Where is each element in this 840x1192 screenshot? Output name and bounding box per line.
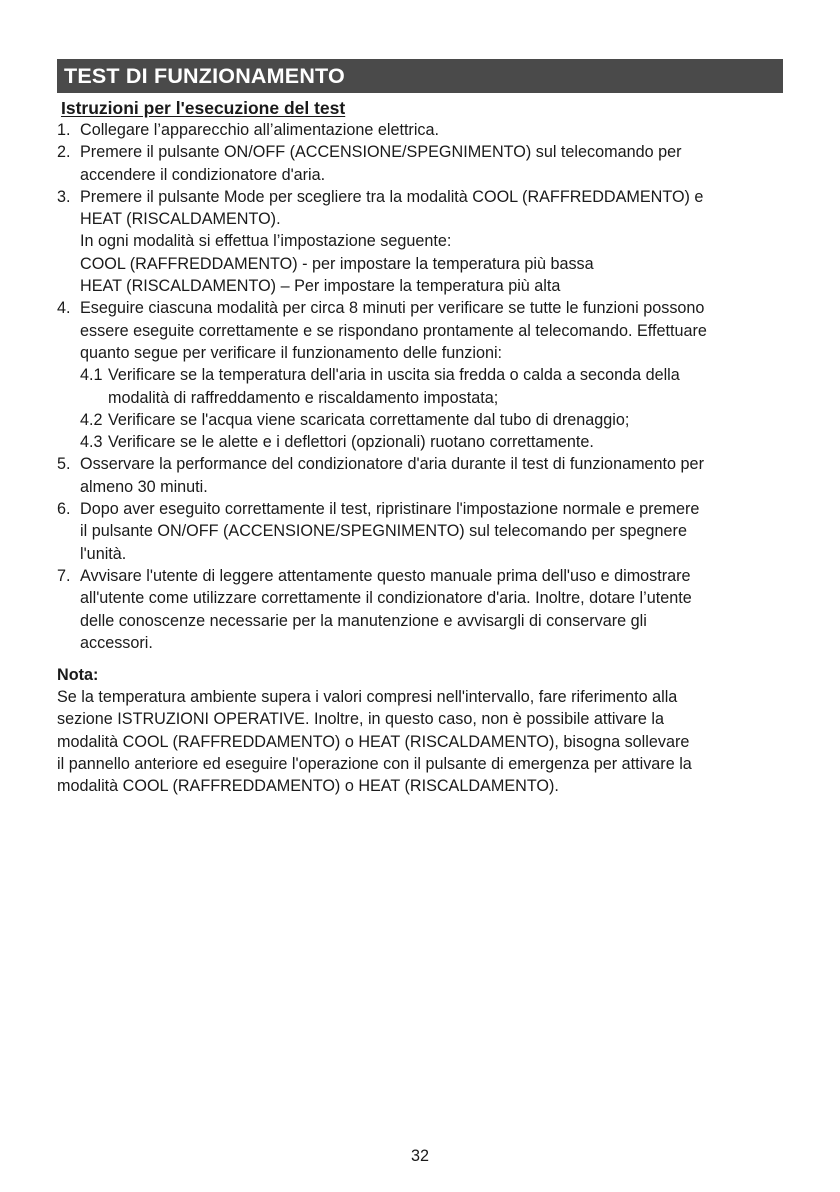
step-text: Premere il pulsante Mode per scegliere tra la modalità COOL (RAFFREDDAMENTO) e xyxy=(80,187,704,206)
step-text: all'utente come utilizzare correttamente il condizionatore d'aria. Inoltre, dotare l’utente xyxy=(80,589,692,608)
substep-number: 4.1 xyxy=(80,366,103,385)
note-line: sezione ISTRUZIONI OPERATIVE. Inoltre, in questo caso, non è possibile attivare la xyxy=(57,710,664,729)
step-6 xyxy=(0,498,840,565)
step-text: essere eseguite correttamente e se rispondano prontamente al telecomando. Effettuare xyxy=(80,321,707,340)
step-text: Collegare l’apparecchio all’alimentazione elettrica. xyxy=(80,121,440,139)
instructions-heading: Istruzioni per l'esecuzione del test xyxy=(61,98,346,118)
step-text: almeno 30 minuti. xyxy=(80,477,208,496)
substep-4-3 xyxy=(0,431,840,453)
step-number: 2. xyxy=(57,143,71,162)
step-2 xyxy=(0,141,840,186)
note-heading: Nota: xyxy=(57,666,99,684)
step-text: In ogni modalità si effettua l’impostazione seguente: xyxy=(80,232,452,251)
step-text: accendere il condizionatore d'aria. xyxy=(80,165,326,184)
step-text: l'unità. xyxy=(80,544,127,563)
step-text: Premere il pulsante ON/OFF (ACCENSIONE/SPEGNIMENTO) sul telecomando per xyxy=(80,143,682,162)
substep-text: Verificare se la temperatura dell'aria in uscita sia fredda o calda a seconda della xyxy=(108,366,680,385)
step-text: Osservare la performance del condizionatore d'aria durante il test di funzionamento per xyxy=(80,455,704,474)
substep-4-2 xyxy=(0,409,840,431)
step-number: 5. xyxy=(57,455,71,474)
step-text: HEAT (RISCALDAMENTO). xyxy=(80,210,281,229)
note-line: modalità COOL (RAFFREDDAMENTO) o HEAT (RISCALDAMENTO). xyxy=(57,777,559,796)
substep-4-1 xyxy=(0,364,840,409)
step-4 xyxy=(0,297,840,453)
substep-text: Verificare se l'acqua viene scaricata correttamente dal tubo di drenaggio; xyxy=(108,410,630,429)
step-5 xyxy=(0,453,840,498)
step-7 xyxy=(0,565,840,654)
step-number: 4. xyxy=(57,299,71,318)
step-text: quanto segue per verificare il funzionamento delle funzioni: xyxy=(80,343,503,362)
substep-text: Verificare se le alette e i deflettori (opzionali) ruotano correttamente. xyxy=(108,433,594,452)
step-text: il pulsante ON/OFF (ACCENSIONE/SPEGNIMENTO) sul telecomando per spegnere xyxy=(80,522,687,541)
note-line: il pannello anteriore ed eseguire l'operazione con il pulsante di emergenza per attivare la xyxy=(57,754,692,773)
instructions-list xyxy=(0,119,840,654)
step-text: HEAT (RISCALDAMENTO) – Per impostare la temperatura più alta xyxy=(80,277,561,296)
step-text: delle conoscenze necessarie per la manutenzione e avvisargli di conservare gli xyxy=(80,611,647,630)
step-text: accessori. xyxy=(80,633,153,652)
note-line: modalità COOL (RAFFREDDAMENTO) o HEAT (RISCALDAMENTO), bisogna sollevare xyxy=(57,732,690,751)
step-3 xyxy=(0,186,840,297)
step-number: 6. xyxy=(57,500,71,519)
substep-number: 4.2 xyxy=(80,410,103,429)
note-line: Se la temperatura ambiente supera i valori compresi nell'intervallo, fare riferimento alla xyxy=(57,688,678,706)
step-number: 3. xyxy=(57,187,71,206)
step-text: COOL (RAFFREDDAMENTO) - per impostare la temperatura più bassa xyxy=(80,254,594,273)
page-number: 32 xyxy=(410,1147,429,1165)
note-body xyxy=(57,686,692,797)
substep-number: 4.3 xyxy=(80,433,103,452)
step-number: 7. xyxy=(57,566,71,585)
step-text: Eseguire ciascuna modalità per circa 8 minuti per verificare se tutte le funzioni possono xyxy=(80,299,705,318)
section-title-banner: TEST DI FUNZIONAMENTO xyxy=(57,59,783,93)
step-text: Dopo aver eseguito correttamente il test, ripristinare l'impostazione normale e premere xyxy=(80,500,700,519)
step-number: 1. xyxy=(57,121,71,139)
substep-text: modalità di raffreddamento e riscaldamento impostata; xyxy=(108,388,499,407)
step-1 xyxy=(0,119,840,141)
step-text: Avvisare l'utente di leggere attentamente questo manuale prima dell'uso e dimostrare xyxy=(80,566,691,585)
